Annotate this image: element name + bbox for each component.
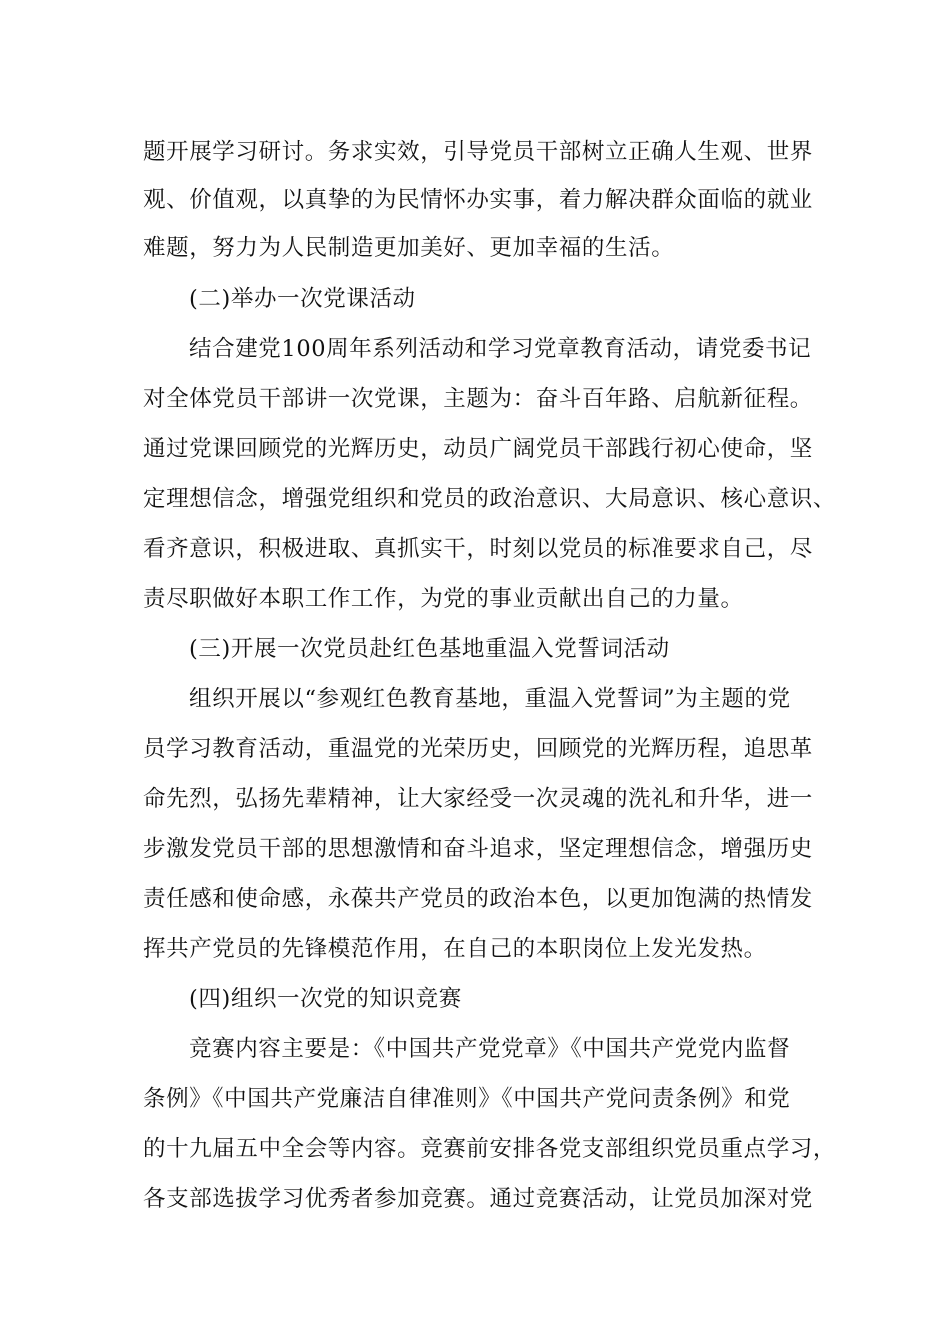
body-text-line: 定理想信念，增强党组织和党员的政治意识、大局意识、核心意识、 [143,486,837,512]
body-text-line: 步激发党员干部的思想激情和奋斗追求，坚定理想信念，增强历史 [143,836,813,862]
body-text-line: 命先烈，弘扬先辈精神，让大家经受一次灵魂的洗礼和升华，进一 [143,786,813,812]
body-text-line: 责尽职做好本职工作工作，为党的事业贡献出自己的力量。 [143,586,744,612]
body-text-line: 观、价值观，以真挚的为民情怀办实事，着力解决群众面临的就业 [143,187,813,213]
body-text-line: 竞赛内容主要是：《中国共产党党章》《中国共产党党内监督 [189,1036,791,1062]
section-heading: (二)举办一次党课活动 [189,286,416,312]
body-text-line: 责任感和使命感，永葆共产党员的政治本色，以更加饱满的热情发 [143,886,813,912]
body-text-line: 结合建党100周年系列活动和学习党章教育活动，请党委书记 [189,336,812,362]
body-text-line: 员学习教育活动，重温党的光荣历史，回顾党的光辉历程，追思革 [143,736,813,762]
section-heading: (三)开展一次党员赴红色基地重温入党誓词活动 [189,636,670,662]
body-text-line: 题开展学习研讨。务求实效，引导党员干部树立正确人生观、世界 [143,139,813,165]
body-text-line: 难题，努力为人民制造更加美好、更加幸福的生活。 [143,235,675,261]
body-text-line: 各支部选拔学习优秀者参加竞赛。通过竞赛活动，让党员加深对党 [143,1186,813,1212]
body-text-line: 通过党课回顾党的光辉历史，动员广阔党员干部践行初心使命，坚 [143,436,813,462]
body-text-line: 组织开展以“参观红色教育基地，重温入党誓词”为主题的党 [189,686,791,712]
section-heading: (四)组织一次党的知识竞赛 [189,986,462,1012]
body-text-line: 对全体党员干部讲一次党课，主题为：奋斗百年路、启航新征程。 [143,386,813,412]
body-text-line: 条例》《中国共产党廉洁自律准则》《中国共产党问责条例》和党 [143,1086,791,1112]
body-text-line: 的十九届五中全会等内容。竞赛前安排各党支部组织党员重点学习， [143,1136,837,1162]
body-text-line: 看齐意识，积极进取、真抓实干，时刻以党员的标准要求自己，尽 [143,536,813,562]
body-text-line: 挥共产党员的先锋模范作用，在自己的本职岗位上发光发热。 [143,936,767,962]
